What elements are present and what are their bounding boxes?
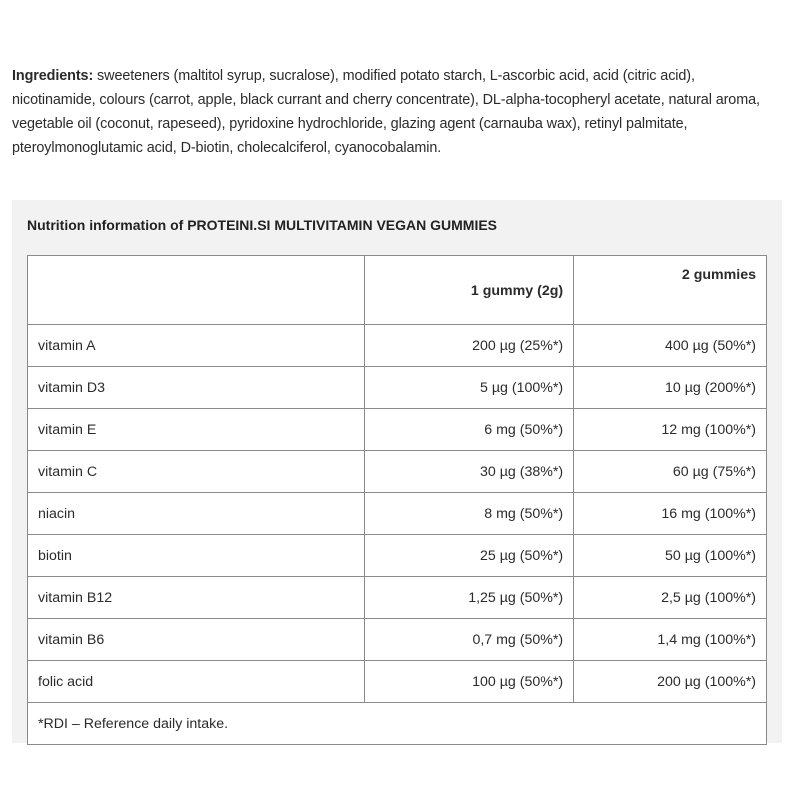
table-row: [28, 325, 767, 367]
footnote-row: [28, 703, 767, 745]
table-header-row: [28, 256, 767, 325]
value-two-gummies: 16 mg (100%*): [574, 493, 767, 535]
nutrient-name: vitamin B6: [28, 619, 365, 661]
nutrient-name: vitamin D3: [28, 367, 365, 409]
table-row: [28, 409, 767, 451]
value-one-gummy: 0,7 mg (50%*): [365, 619, 574, 661]
table-row: [28, 535, 767, 577]
table-row: [28, 451, 767, 493]
value-one-gummy: 8 mg (50%*): [365, 493, 574, 535]
value-one-gummy: 5 µg (100%*): [365, 367, 574, 409]
table-row: [28, 619, 767, 661]
value-two-gummies: 50 µg (100%*): [574, 535, 767, 577]
nutrition-table: [27, 255, 767, 745]
footnote: *RDI – Reference daily intake.: [28, 703, 767, 745]
value-two-gummies: 12 mg (100%*): [574, 409, 767, 451]
value-two-gummies: 1,4 mg (100%*): [574, 619, 767, 661]
value-one-gummy: 25 µg (50%*): [365, 535, 574, 577]
table-row: [28, 661, 767, 703]
nutrient-name: vitamin C: [28, 451, 365, 493]
table-row: [28, 367, 767, 409]
value-one-gummy: 200 µg (25%*): [365, 325, 574, 367]
ingredients-paragraph: [12, 64, 782, 160]
value-one-gummy: 6 mg (50%*): [365, 409, 574, 451]
value-two-gummies: 400 µg (50%*): [574, 325, 767, 367]
nutrient-name: vitamin A: [28, 325, 365, 367]
table-row: [28, 493, 767, 535]
value-one-gummy: 100 µg (50%*): [365, 661, 574, 703]
nutrition-title: Nutrition information of PROTEINI.SI MULTIVITAMIN VEGAN GUMMIES: [27, 217, 498, 233]
nutrient-name: biotin: [28, 535, 365, 577]
value-one-gummy: 1,25 µg (50%*): [365, 577, 574, 619]
header-two-gummies: 2 gummies: [574, 256, 767, 325]
ingredients-label: Ingredients:: [12, 68, 94, 84]
nutrient-name: niacin: [28, 493, 365, 535]
nutrient-name: vitamin E: [28, 409, 365, 451]
nutrient-name: vitamin B12: [28, 577, 365, 619]
value-two-gummies: 200 µg (100%*): [574, 661, 767, 703]
header-nutrient: [28, 256, 365, 325]
header-one-gummy: 1 gummy (2g): [365, 256, 574, 325]
table-row: [28, 577, 767, 619]
value-two-gummies: 60 µg (75%*): [574, 451, 767, 493]
value-two-gummies: 10 µg (200%*): [574, 367, 767, 409]
ingredients-text: sweeteners (maltitol syrup, sucralose), modified potato starch, L-ascorbic acid, acid (citric acid), nicotinamide, colours (carrot, apple, black currant and cherry concentrate), DL-alpha-tocopheryl acetate, natural aroma, vegetable oil (coconut, rapeseed), pyridoxine hydrochloride, glazing agent (carnauba wax), retinyl palmitate, pteroylmonoglutamic acid, D-biotin, cholecalciferol, cyanocobalamin.: [12, 68, 760, 156]
nutrition-panel: [12, 200, 782, 743]
value-two-gummies: 2,5 µg (100%*): [574, 577, 767, 619]
nutrient-name: folic acid: [28, 661, 365, 703]
value-one-gummy: 30 µg (38%*): [365, 451, 574, 493]
